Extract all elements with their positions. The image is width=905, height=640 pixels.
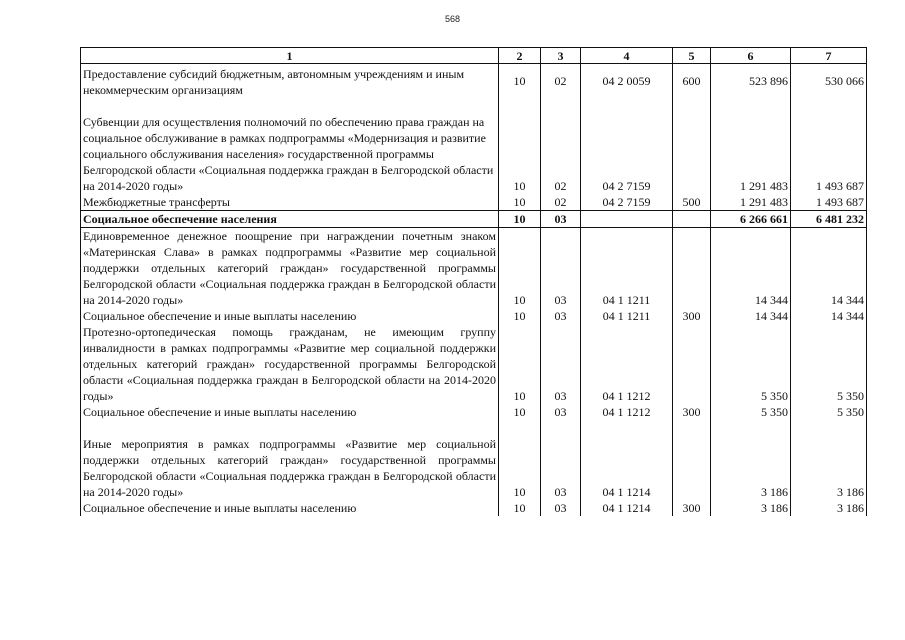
cell-expense-type: 600	[673, 64, 711, 99]
cell-expense-type	[673, 114, 711, 194]
cell-expense-type	[673, 436, 711, 500]
cell-section: 10	[499, 64, 541, 99]
cell-subsection: 03	[541, 436, 581, 500]
cell-amount-2: 1 493 687	[791, 194, 867, 211]
table-row	[81, 436, 867, 500]
column-header: 3	[541, 48, 581, 64]
cell-section: 10	[499, 308, 541, 324]
cell-amount-2: 3 186	[791, 436, 867, 500]
cell-target-article: 04 2 7159	[581, 194, 673, 211]
row-name: Социальное обеспечение и иные выплаты населению	[81, 308, 499, 324]
cell-subsection: 03	[541, 211, 581, 228]
cell-amount-1: 5 350	[711, 324, 791, 404]
cell-amount-1: 3 186	[711, 436, 791, 500]
column-header: 2	[499, 48, 541, 64]
cell-target-article: 04 1 1214	[581, 436, 673, 500]
cell-amount-1: 3 186	[711, 500, 791, 516]
cell-subsection: 03	[541, 324, 581, 404]
row-name: Социальное обеспечение населения	[81, 211, 499, 228]
table-row	[81, 404, 867, 420]
column-header: 4	[581, 48, 673, 64]
cell-expense-type: 500	[673, 194, 711, 211]
cell-amount-1: 523 896	[711, 64, 791, 99]
column-header: 5	[673, 48, 711, 64]
cell-expense-type	[673, 324, 711, 404]
cell-section: 10	[499, 324, 541, 404]
table-row	[81, 194, 867, 211]
table-row	[81, 114, 867, 194]
cell-section: 10	[499, 404, 541, 420]
cell-amount-2: 530 066	[791, 64, 867, 99]
table-row	[81, 228, 867, 309]
cell-section: 10	[499, 114, 541, 194]
cell-section: 10	[499, 228, 541, 309]
table-row	[81, 64, 867, 99]
cell-subsection: 02	[541, 194, 581, 211]
cell-target-article: 04 1 1212	[581, 324, 673, 404]
cell-target-article	[581, 211, 673, 228]
table-row	[81, 308, 867, 324]
cell-amount-1: 1 291 483	[711, 114, 791, 194]
cell-amount-2: 14 344	[791, 308, 867, 324]
cell-amount-2: 14 344	[791, 228, 867, 309]
cell-subsection: 03	[541, 228, 581, 309]
row-name: Предоставление субсидий бюджетным, автономным учреждениям и иным некоммерческим организациям	[81, 64, 499, 99]
cell-target-article: 04 1 1211	[581, 228, 673, 309]
cell-expense-type: 300	[673, 308, 711, 324]
row-name: Протезно-ортопедическая помощь гражданам, не имеющим группу инвалидности в рамках подпрограммы «Развитие мер социальной поддержки отдельных категорий граждан» государственной программы Белгородской области «Социальная поддержка граждан в Белгородской области на 2014-2020 годы»	[81, 324, 499, 404]
page-number: 568	[444, 14, 461, 24]
row-name: Межбюджетные трансферты	[81, 194, 499, 211]
cell-target-article: 04 1 1214	[581, 500, 673, 516]
column-header: 7	[791, 48, 867, 64]
cell-expense-type	[673, 211, 711, 228]
cell-expense-type	[673, 228, 711, 309]
cell-amount-2: 6 481 232	[791, 211, 867, 228]
column-header: 1	[81, 48, 499, 64]
cell-amount-1: 6 266 661	[711, 211, 791, 228]
cell-subsection: 03	[541, 500, 581, 516]
cell-amount-2: 1 493 687	[791, 114, 867, 194]
row-name: Социальное обеспечение и иные выплаты населению	[81, 404, 499, 420]
table-header-row	[81, 48, 867, 64]
cell-amount-2: 3 186	[791, 500, 867, 516]
budget-table	[80, 47, 867, 516]
cell-target-article: 04 2 0059	[581, 64, 673, 99]
row-name: Субвенции для осуществления полномочий по обеспечению права граждан на социальное обслуживание в рамках подпрограммы «Модернизация и развитие социального обслуживания населения» государственной программы Белгородской области «Социальная поддержка граждан в Белгородской области на 2014-2020 годы»	[81, 114, 499, 194]
cell-subsection: 02	[541, 114, 581, 194]
cell-amount-2: 5 350	[791, 404, 867, 420]
cell-amount-1: 14 344	[711, 228, 791, 309]
table-row	[81, 500, 867, 516]
cell-target-article: 04 2 7159	[581, 114, 673, 194]
cell-target-article: 04 1 1212	[581, 404, 673, 420]
cell-amount-1: 14 344	[711, 308, 791, 324]
cell-amount-2: 5 350	[791, 324, 867, 404]
section-row	[81, 211, 867, 228]
row-name: Единовременное денежное поощрение при награждении почетным знаком «Материнская Слава» в рамках подпрограммы «Развитие мер социальной поддержки отдельных категорий граждан» государственной программы Белгородской области «Социальная поддержка граждан в Белгородской области на 2014-2020 годы»	[81, 228, 499, 309]
row-name: Социальное обеспечение и иные выплаты населению	[81, 500, 499, 516]
cell-subsection: 03	[541, 404, 581, 420]
cell-subsection: 02	[541, 64, 581, 99]
table-row	[81, 324, 867, 404]
cell-amount-1: 1 291 483	[711, 194, 791, 211]
cell-subsection: 03	[541, 308, 581, 324]
column-header: 6	[711, 48, 791, 64]
row-name: Иные мероприятия в рамках подпрограммы «Развитие мер социальной поддержки отдельных категорий граждан» государственной программы Белгородской области «Социальная поддержка граждан в Белгородской области на 2014-2020 годы»	[81, 436, 499, 500]
cell-amount-1: 5 350	[711, 404, 791, 420]
cell-section: 10	[499, 436, 541, 500]
cell-section: 10	[499, 194, 541, 211]
cell-expense-type: 300	[673, 404, 711, 420]
cell-target-article: 04 1 1211	[581, 308, 673, 324]
cell-expense-type: 300	[673, 500, 711, 516]
cell-section: 10	[499, 500, 541, 516]
cell-section: 10	[499, 211, 541, 228]
